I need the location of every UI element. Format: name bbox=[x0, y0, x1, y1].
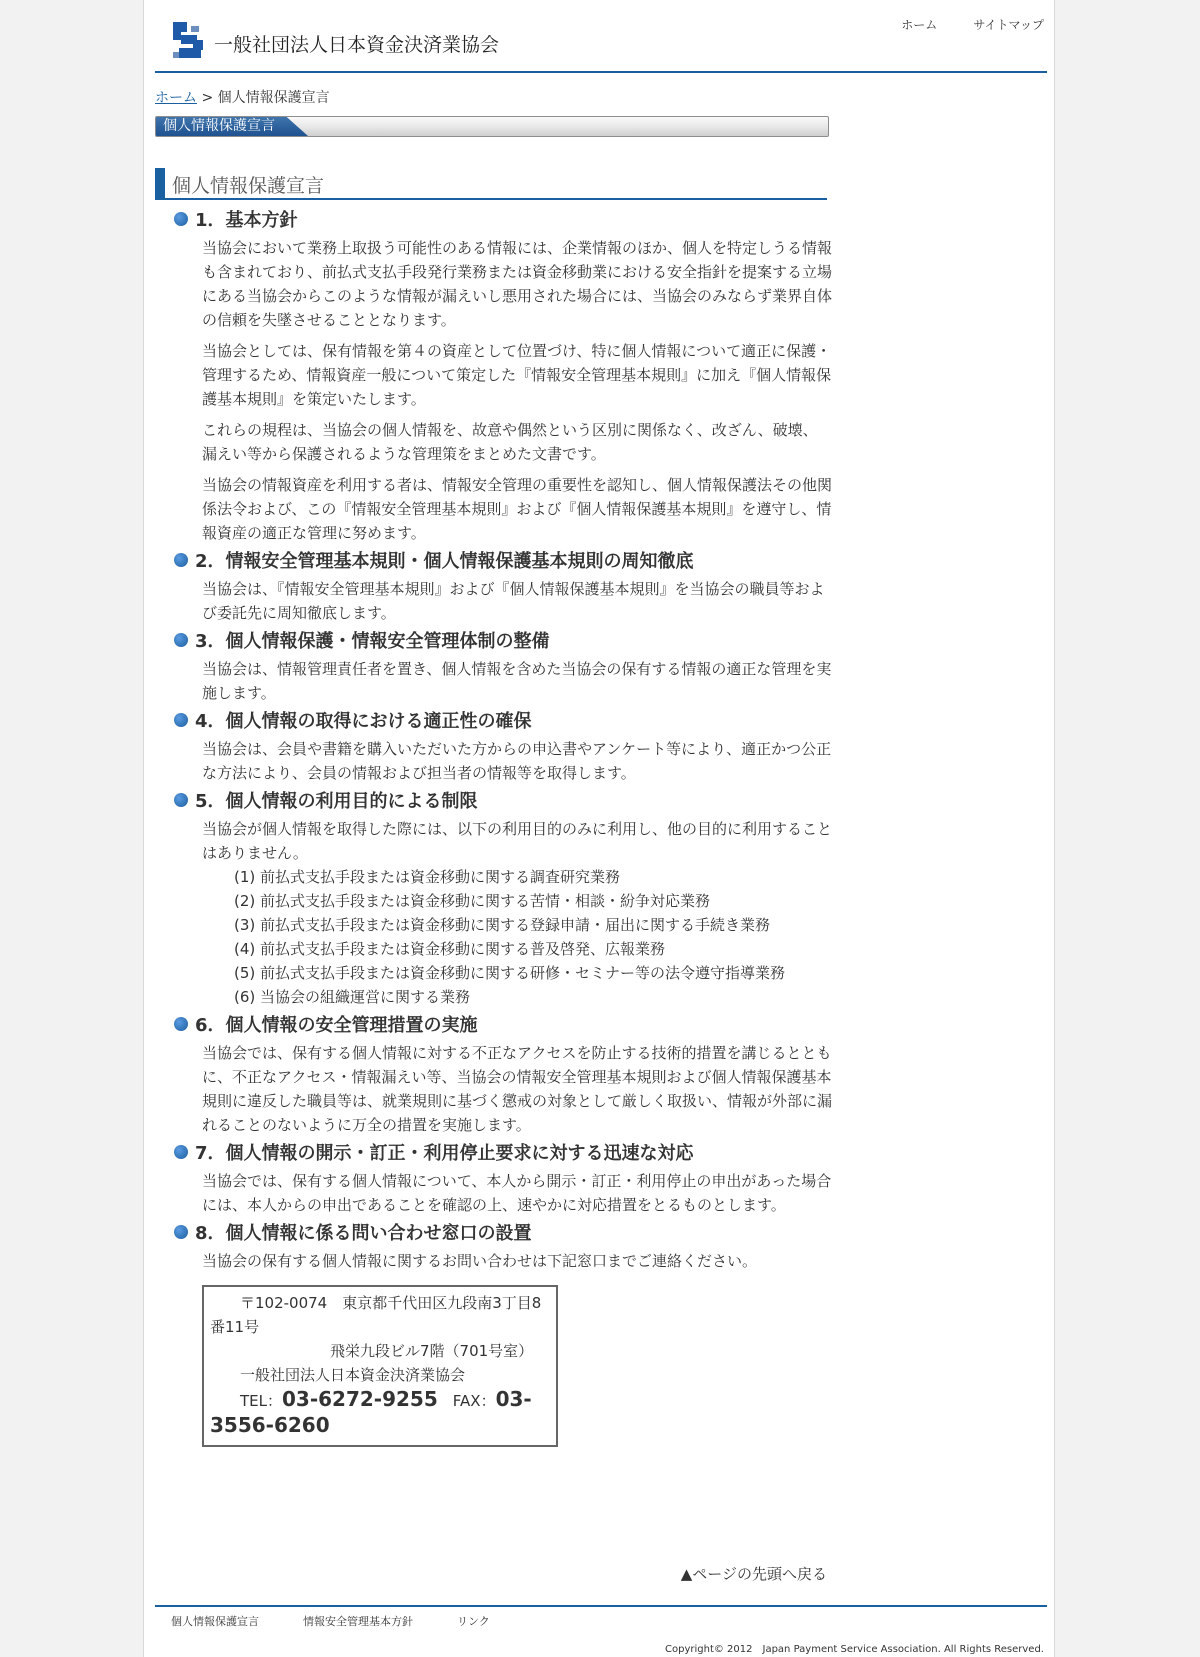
page-title: 個人情報保護宣言 bbox=[172, 175, 325, 197]
association-logo-icon bbox=[173, 22, 203, 58]
policy-item-title: 2．情報安全管理基本規則・個人情報保護基本規則の周知徹底 bbox=[195, 551, 694, 572]
footer-nav bbox=[171, 1613, 490, 1629]
policy-paragraph: 当協会が個人情報を取得した際には、以下の利用目的のみに利用し、他の目的に利用することはありません。 bbox=[202, 820, 833, 862]
policy-item-heading bbox=[174, 627, 830, 657]
section-heading bbox=[155, 168, 827, 200]
footer-link-security-policy[interactable]: 情報安全管理基本方針 bbox=[303, 1615, 413, 1628]
section-heading-bar bbox=[155, 168, 165, 198]
top-nav bbox=[901, 16, 1044, 33]
contact-phone-line bbox=[210, 1387, 550, 1439]
policy-item-title: 8．個人情報に係る問い合わせ窓口の設置 bbox=[195, 1223, 532, 1244]
policy-item-heading bbox=[174, 787, 830, 817]
policy-item-title: 1．基本方針 bbox=[195, 210, 298, 231]
purpose-list-item: (5) 前払式支払手段または資金移動に関する研修・セミナー等の法令遵守指導業務 bbox=[234, 964, 786, 982]
policy-paragraph: 当協会では、保有する個人情報に対する不正なアクセスを防止する技術的措置を講じるとともに、不正なアクセス・情報漏えい等、当協会の情報安全管理基本規則および個人情報保護基本規則に違反した職員等は、就業規則に基づく懲戒の対象として厳しく取扱い、情報が外部に漏れることのないように万全の措置を実施します。 bbox=[202, 1044, 833, 1134]
purpose-list bbox=[234, 865, 830, 1009]
policy-item-8 bbox=[174, 1219, 830, 1273]
page-title-bar bbox=[155, 116, 829, 137]
policy-paragraph: 当協会は、情報管理責任者を置き、個人情報を含めた当協会の保有する情報の適正な管理を実施します。 bbox=[202, 660, 832, 702]
bullet-icon bbox=[174, 1145, 188, 1159]
footer-link-privacy[interactable]: 個人情報保護宣言 bbox=[171, 1615, 259, 1628]
top-nav-sitemap-link[interactable]: サイトマップ bbox=[973, 18, 1044, 32]
section-heading-rule bbox=[155, 198, 827, 200]
policy-item-title: 3．個人情報保護・情報安全管理体制の整備 bbox=[195, 631, 550, 652]
bullet-icon bbox=[174, 633, 188, 647]
policy-paragraph: 当協会において業務上取扱う可能性のある情報には、企業情報のほか、個人を特定しうる情報も含まれており、前払式支払手段発行業務または資金移動業における安全指針を提案する立場にある当協会からこのような情報が漏えいし悪用された場合には、当協会のみならず業界自体の信頼を失墜させることとなります。 bbox=[202, 239, 833, 329]
contact-address: 〒102-0074 東京都千代田区九段南3丁目8番11号 bbox=[210, 1294, 542, 1336]
tel-number: 03-6272-9255 bbox=[282, 1387, 438, 1411]
fax-label: FAX： bbox=[452, 1392, 496, 1410]
contact-box bbox=[202, 1285, 558, 1447]
policy-item-heading bbox=[174, 707, 830, 737]
policy-paragraph: 当協会では、保有する個人情報について、本人から開示・訂正・利用停止の申出があった場合には、本人からの申出であることを確認の上、速やかに対応措置をとるものとします。 bbox=[202, 1172, 832, 1214]
bullet-icon bbox=[174, 212, 188, 226]
policy-item-7 bbox=[174, 1139, 830, 1217]
page bbox=[143, 0, 1055, 1657]
policy-paragraph: 当協会は、『情報安全管理基本規則』および『個人情報保護基本規則』を当協会の職員等および委託先に周知徹底します。 bbox=[202, 580, 825, 622]
footer-link-links[interactable]: リンク bbox=[457, 1615, 490, 1628]
fax-number: 03-3556-6260 bbox=[210, 1387, 532, 1437]
bullet-icon bbox=[174, 1225, 188, 1239]
policy-item-5 bbox=[174, 787, 833, 1009]
bullet-icon bbox=[174, 553, 188, 567]
top-nav-home-link[interactable]: ホーム bbox=[901, 18, 938, 32]
site-name[interactable]: 一般社団法人日本資金決済業協会 bbox=[214, 34, 500, 56]
policy-paragraph: これらの規程は、当協会の個人情報を、故意や偶然という区別に関係なく、改ざん、破壊、漏えい等から保護されるような管理策をまとめた文書です。 bbox=[202, 421, 818, 463]
policy-item-4 bbox=[174, 707, 830, 785]
purpose-list-item: (4) 前払式支払手段または資金移動に関する普及啓発、広報業務 bbox=[234, 940, 666, 958]
policy-item-heading bbox=[174, 1139, 830, 1169]
policy-item-title: 4．個人情報の取得における適正性の確保 bbox=[195, 711, 532, 732]
contact-organization: 一般社団法人日本資金決済業協会 bbox=[240, 1366, 466, 1384]
footer-divider bbox=[155, 1605, 1047, 1607]
policy-item-title: 6．個人情報の安全管理措置の実施 bbox=[195, 1015, 478, 1036]
bullet-icon bbox=[174, 1017, 188, 1031]
policy-paragraph: 当協会としては、保有情報を第４の資産として位置づけ、特に個人情報について適正に保護・管理するため、情報資産一般について策定した『情報安全管理基本規則』に加え『個人情報保護基本規則』を策定いたします。 bbox=[202, 342, 832, 408]
policy-paragraph: 当協会は、会員や書籍を購入いただいた方からの申込書やアンケート等により、適正かつ公正な方法により、会員の情報および担当者の情報等を取得します。 bbox=[202, 740, 832, 782]
policy-item-2 bbox=[174, 547, 830, 625]
policy-item-heading bbox=[174, 1011, 830, 1041]
policy-item-1 bbox=[174, 206, 833, 545]
policy-item-title: 5．個人情報の利用目的による制限 bbox=[195, 791, 478, 812]
purpose-list-item: (3) 前払式支払手段または資金移動に関する登録申請・届出に関する手続き業務 bbox=[234, 916, 771, 934]
policy-item-heading bbox=[174, 547, 830, 577]
policy-content bbox=[174, 206, 833, 1447]
bullet-icon bbox=[174, 713, 188, 727]
bullet-icon bbox=[174, 793, 188, 807]
policy-item-heading bbox=[174, 206, 830, 236]
breadcrumb bbox=[155, 87, 330, 107]
copyright: Copyright© 2012 Japan Payment Service Association. All Rights Reserved. bbox=[665, 1644, 1044, 1655]
purpose-list-item: (2) 前払式支払手段または資金移動に関する苦情・相談・紛争対応業務 bbox=[234, 892, 711, 910]
contact-building: 飛栄九段ビル7階（701号室） bbox=[330, 1342, 534, 1360]
policy-item-3 bbox=[174, 627, 830, 705]
policy-paragraph: 当協会の情報資産を利用する者は、情報安全管理の重要性を認知し、個人情報保護法その他関係法令および、この『情報安全管理基本規則』および『個人情報保護基本規則』を遵守し、情報資産の適正な管理に努めます。 bbox=[202, 476, 833, 542]
policy-paragraph: 当協会の保有する個人情報に関するお問い合わせは下記窓口までご連絡ください。 bbox=[202, 1252, 758, 1270]
back-to-top-link[interactable]: ▲ページの先頭へ戻る bbox=[680, 1565, 827, 1583]
policy-item-heading bbox=[174, 1219, 830, 1249]
tel-label: TEL： bbox=[240, 1392, 282, 1410]
header-divider bbox=[155, 71, 1047, 73]
breadcrumb-current: 個人情報保護宣言 bbox=[217, 90, 330, 106]
breadcrumb-home-link[interactable]: ホーム bbox=[155, 90, 197, 106]
policy-item-title: 7．個人情報の開示・訂正・利用停止要求に対する迅速な対応 bbox=[195, 1143, 694, 1164]
purpose-list-item: (6) 当協会の組織運営に関する業務 bbox=[234, 988, 471, 1006]
purpose-list-item: (1) 前払式支払手段または資金移動に関する調査研究業務 bbox=[234, 868, 621, 886]
policy-item-6 bbox=[174, 1011, 833, 1137]
title-bar-label: 個人情報保護宣言 bbox=[163, 118, 275, 134]
breadcrumb-separator: > bbox=[197, 90, 218, 106]
